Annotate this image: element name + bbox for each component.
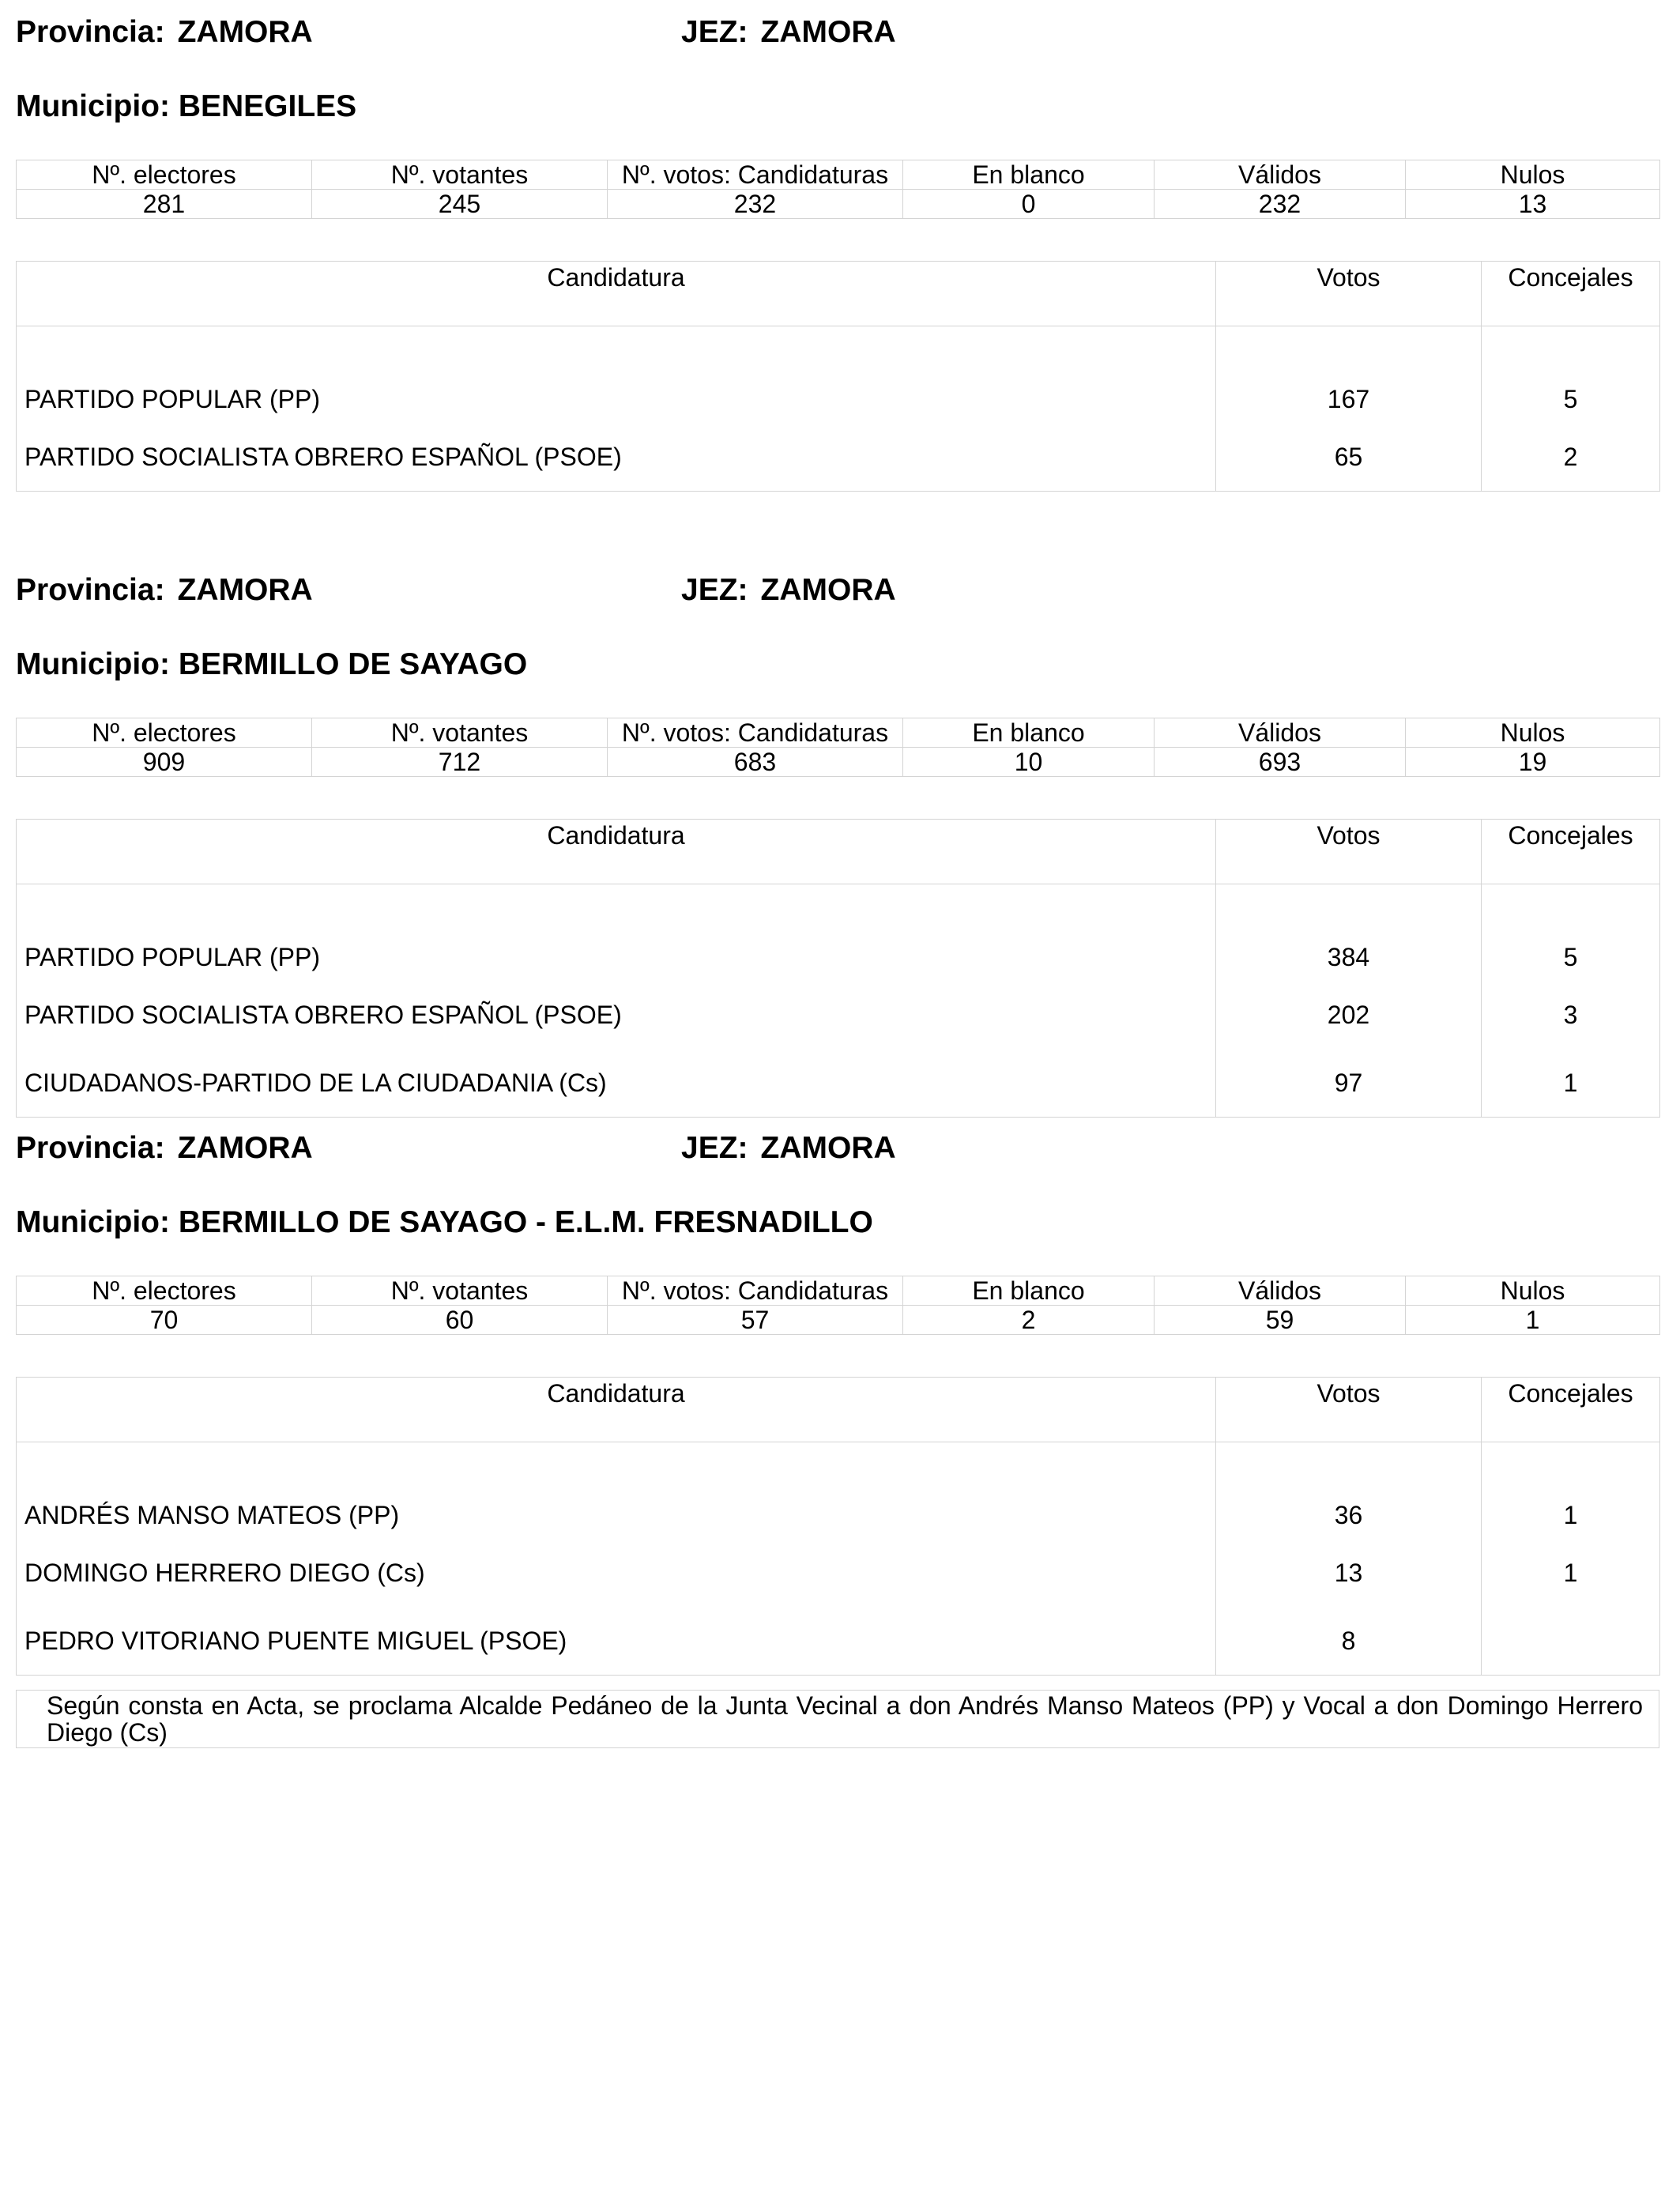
stats-value: 59 <box>1155 1306 1406 1335</box>
candidatura-row <box>17 1607 1660 1676</box>
provincia-value: ZAMORA <box>177 1131 313 1165</box>
municipio-label: Municipio: <box>16 647 170 681</box>
stats-value: 57 <box>608 1306 903 1335</box>
votos-value: 97 <box>1216 1049 1482 1118</box>
votos-value: 167 <box>1216 326 1482 424</box>
stats-value-row <box>17 1306 1660 1335</box>
concejales-header: Concejales <box>1482 820 1660 884</box>
stats-header: Válidos <box>1155 160 1406 190</box>
stats-header: En blanco <box>903 1276 1155 1306</box>
stats-header: Nº. electores <box>17 1276 312 1306</box>
votos-value: 384 <box>1216 884 1482 982</box>
stats-header: Nº. votantes <box>312 718 608 748</box>
stats-header-row <box>17 160 1660 190</box>
jez-value: ZAMORA <box>760 573 896 607</box>
stats-header: Nº. votantes <box>312 1276 608 1306</box>
stats-header: Nº. electores <box>17 718 312 748</box>
votos-header: Votos <box>1216 1378 1482 1442</box>
municipio-line <box>16 89 356 125</box>
candidatura-name: DOMINGO HERRERO DIEGO (Cs) <box>24 1559 425 1587</box>
stats-value: 909 <box>17 748 312 777</box>
jez-line <box>681 572 896 609</box>
proclamation-note: Según consta en Acta, se proclama Alcalde Pedáneo de la Junta Vecinal a don Andrés Manso Mateos (PP) y Vocal a don Domingo Herrero Diego (Cs) <box>16 1690 1659 1748</box>
candidatura-row <box>17 326 1660 424</box>
stats-header: Nº. votos: Candidaturas <box>608 718 903 748</box>
stats-value: 693 <box>1155 748 1406 777</box>
stats-table <box>16 160 1660 219</box>
provincia-label: Provincia: <box>16 573 165 607</box>
provincia-line <box>16 1130 313 1167</box>
candidatura-row <box>17 1442 1660 1540</box>
candidatura-name: CIUDADANOS-PARTIDO DE LA CIUDADANIA (Cs) <box>24 1069 607 1097</box>
stats-value: 281 <box>17 190 312 219</box>
candidatura-row <box>17 1049 1660 1118</box>
candidatura-name: PEDRO VITORIANO PUENTE MIGUEL (PSOE) <box>24 1627 567 1655</box>
concejales-value: 5 <box>1482 884 1660 982</box>
stats-value: 2 <box>903 1306 1155 1335</box>
candidatura-name: PARTIDO SOCIALISTA OBRERO ESPAÑOL (PSOE) <box>24 1001 622 1029</box>
municipio-label: Municipio: <box>16 89 170 123</box>
stats-header: Nulos <box>1406 160 1660 190</box>
concejales-value: 1 <box>1482 1442 1660 1540</box>
stats-table <box>16 718 1660 777</box>
stats-header: Nº. votos: Candidaturas <box>608 1276 903 1306</box>
stats-header: En blanco <box>903 160 1155 190</box>
votos-value: 36 <box>1216 1442 1482 1540</box>
municipio-line <box>16 1204 873 1241</box>
votos-value: 13 <box>1216 1539 1482 1607</box>
candidatura-table <box>16 1377 1660 1676</box>
provincia-label: Provincia: <box>16 1131 165 1165</box>
jez-label: JEZ: <box>681 1131 748 1165</box>
stats-value: 1 <box>1406 1306 1660 1335</box>
stats-value: 0 <box>903 190 1155 219</box>
stats-header: Nulos <box>1406 718 1660 748</box>
concejales-value: 1 <box>1482 1049 1660 1118</box>
concejales-header: Concejales <box>1482 262 1660 326</box>
stats-header: Nº. votos: Candidaturas <box>608 160 903 190</box>
jez-label: JEZ: <box>681 15 748 49</box>
municipio-line <box>16 647 527 683</box>
stats-value: 10 <box>903 748 1155 777</box>
stats-header-row <box>17 718 1660 748</box>
stats-value: 232 <box>608 190 903 219</box>
municipio-value: BERMILLO DE SAYAGO <box>178 647 528 681</box>
candidatura-name: PARTIDO POPULAR (PP) <box>24 943 320 971</box>
stats-value-row <box>17 190 1660 219</box>
stats-header: Nº. electores <box>17 160 312 190</box>
stats-value: 60 <box>312 1306 608 1335</box>
candidatura-name: PARTIDO SOCIALISTA OBRERO ESPAÑOL (PSOE) <box>24 443 622 471</box>
concejales-value: 1 <box>1482 1539 1660 1607</box>
stats-value: 19 <box>1406 748 1660 777</box>
provincia-line <box>16 572 313 609</box>
votos-value: 202 <box>1216 981 1482 1049</box>
candidatura-row <box>17 981 1660 1049</box>
municipio-value: BENEGILES <box>178 89 357 123</box>
jez-label: JEZ: <box>681 573 748 607</box>
stats-header-row <box>17 1276 1660 1306</box>
concejales-header: Concejales <box>1482 1378 1660 1442</box>
jez-line <box>681 1130 896 1167</box>
candidatura-table <box>16 261 1660 492</box>
concejales-value: 5 <box>1482 326 1660 424</box>
concejales-value <box>1482 1607 1660 1676</box>
candidatura-name: PARTIDO POPULAR (PP) <box>24 385 320 413</box>
jez-line <box>681 14 896 51</box>
candidatura-row <box>17 1539 1660 1607</box>
candidatura-header-row <box>17 820 1660 884</box>
stats-value: 683 <box>608 748 903 777</box>
stats-header: Nulos <box>1406 1276 1660 1306</box>
stats-value: 70 <box>17 1306 312 1335</box>
votos-header: Votos <box>1216 820 1482 884</box>
stats-value-row <box>17 748 1660 777</box>
candidatura-header: Candidatura <box>17 820 1216 884</box>
candidatura-name: ANDRÉS MANSO MATEOS (PP) <box>24 1501 400 1529</box>
candidatura-row <box>17 884 1660 982</box>
stats-header: En blanco <box>903 718 1155 748</box>
stats-value: 232 <box>1155 190 1406 219</box>
candidatura-table <box>16 819 1660 1118</box>
votos-value: 8 <box>1216 1607 1482 1676</box>
jez-value: ZAMORA <box>760 15 896 49</box>
votos-header: Votos <box>1216 262 1482 326</box>
candidatura-header-row <box>17 1378 1660 1442</box>
stats-table <box>16 1276 1660 1335</box>
candidatura-row <box>17 423 1660 492</box>
stats-value: 245 <box>312 190 608 219</box>
concejales-value: 2 <box>1482 423 1660 492</box>
stats-value: 712 <box>312 748 608 777</box>
stats-header: Nº. votantes <box>312 160 608 190</box>
stats-value: 13 <box>1406 190 1660 219</box>
municipio-value: BERMILLO DE SAYAGO - E.L.M. FRESNADILLO <box>178 1205 873 1239</box>
provincia-label: Provincia: <box>16 15 165 49</box>
candidatura-header: Candidatura <box>17 262 1216 326</box>
candidatura-header: Candidatura <box>17 1378 1216 1442</box>
provincia-line <box>16 14 313 51</box>
provincia-value: ZAMORA <box>177 573 313 607</box>
jez-value: ZAMORA <box>760 1131 896 1165</box>
candidatura-header-row <box>17 262 1660 326</box>
provincia-value: ZAMORA <box>177 15 313 49</box>
municipio-label: Municipio: <box>16 1205 170 1239</box>
stats-header: Válidos <box>1155 1276 1406 1306</box>
stats-header: Válidos <box>1155 718 1406 748</box>
concejales-value: 3 <box>1482 981 1660 1049</box>
votos-value: 65 <box>1216 423 1482 492</box>
